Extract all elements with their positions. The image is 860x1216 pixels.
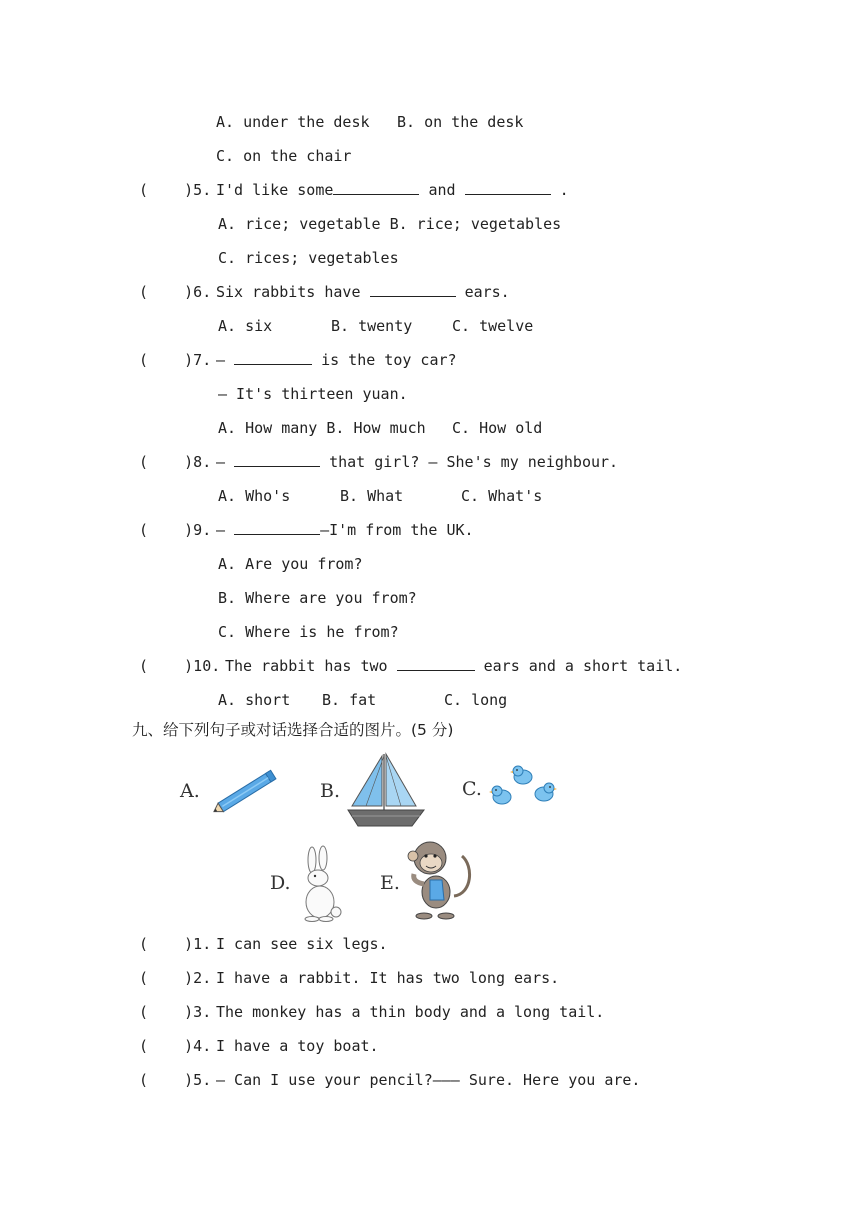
q5-blank-2[interactable] xyxy=(465,180,551,195)
s9-item-1-text: I can see six legs. xyxy=(216,935,388,953)
picture-d-label: D. xyxy=(270,872,291,894)
q7-blank[interactable] xyxy=(234,350,312,365)
q10-blank[interactable] xyxy=(397,656,475,671)
section-9-title: 九、给下列句子或对话选择合适的图片。(5 分) xyxy=(132,721,454,739)
q7-option-c: C. How old xyxy=(452,419,543,437)
q8-option-c: C. What's xyxy=(461,487,543,505)
q10-option-a: A. short xyxy=(218,691,291,709)
sailboat-icon[interactable] xyxy=(346,750,426,830)
q8-stem-a: — xyxy=(216,453,226,471)
q9-stem xyxy=(216,520,474,540)
q5-stem-b: and xyxy=(428,181,456,199)
q4-option-c: C. on the chair xyxy=(216,147,352,165)
s9-item-4-text: I have a toy boat. xyxy=(216,1037,379,1055)
q6-blank[interactable] xyxy=(370,282,456,297)
q5-stem xyxy=(216,180,569,200)
q7-option-ab: A. How many B. How much xyxy=(218,419,426,437)
s9-item-3-paren[interactable]: ( )3. xyxy=(139,1003,212,1021)
q5-blank-1[interactable] xyxy=(333,180,419,195)
q9-option-b: B. Where are you from? xyxy=(218,589,417,607)
s9-item-2-paren[interactable]: ( )2. xyxy=(139,969,212,987)
q5-stem-a: I'd like some xyxy=(216,181,334,199)
q7-answer-paren[interactable]: ( )7. xyxy=(139,351,212,369)
chick-1 xyxy=(510,766,532,784)
q5-option-ab: A. rice; vegetable B. rice; vegetables xyxy=(218,215,562,233)
q8-blank[interactable] xyxy=(234,452,320,467)
q10-option-c: C. long xyxy=(444,691,508,709)
q6-option-a: A. six xyxy=(218,317,273,335)
q8-stem-b: that girl? — She's my neighbour. xyxy=(329,453,619,471)
q4-option-a: A. under the desk xyxy=(216,113,370,131)
q5-stem-c: . xyxy=(559,181,569,199)
picture-c-label: C. xyxy=(462,778,482,800)
q10-option-b: B. fat xyxy=(322,691,377,709)
q10-stem xyxy=(225,656,682,676)
s9-item-5-paren[interactable]: ( )5. xyxy=(139,1071,212,1089)
s9-item-1-paren[interactable]: ( )1. xyxy=(139,935,212,953)
q8-stem xyxy=(216,452,618,472)
q6-stem-b: ears. xyxy=(464,283,510,301)
s9-item-3-text: The monkey has a thin body and a long tail. xyxy=(216,1003,605,1021)
s9-item-2-text: I have a rabbit. It has two long ears. xyxy=(216,969,560,987)
s9-item-4-paren[interactable]: ( )4. xyxy=(139,1037,212,1055)
q7-stem-b: is the toy car? xyxy=(321,351,457,369)
q8-answer-paren[interactable]: ( )8. xyxy=(139,453,212,471)
q8-option-b: B. What xyxy=(340,487,404,505)
q5-answer-paren[interactable]: ( )5. xyxy=(139,181,212,199)
picture-e-label: E. xyxy=(380,872,400,894)
picture-b-label: B. xyxy=(320,780,341,802)
q6-option-b: B. twenty xyxy=(331,317,413,335)
q7-reply: — It's thirteen yuan. xyxy=(218,385,408,403)
q10-stem-b: ears and a short tail. xyxy=(483,657,683,675)
q6-stem-a: Six rabbits have xyxy=(216,283,361,301)
q9-answer-paren[interactable]: ( )9. xyxy=(139,521,212,539)
q4-option-b: B. on the desk xyxy=(397,113,524,131)
picture-a-label: A. xyxy=(180,780,200,802)
chicks-icon[interactable] xyxy=(488,762,560,812)
pencil-icon[interactable] xyxy=(208,766,286,816)
q10-stem-a: The rabbit has two xyxy=(225,657,388,675)
q9-stem-a: — xyxy=(216,521,226,539)
q5-option-c: C. rices; vegetables xyxy=(218,249,399,267)
q8-option-a: A. Who's xyxy=(218,487,291,505)
q10-answer-paren[interactable]: ( )10. xyxy=(139,657,221,675)
monkey-icon[interactable] xyxy=(404,836,476,922)
q9-option-a: A. Are you from? xyxy=(218,555,363,573)
q6-option-c: C. twelve xyxy=(452,317,534,335)
s9-item-5-text: — Can I use your pencil?——— Sure. Here you are. xyxy=(216,1071,641,1089)
q9-option-c: C. Where is he from? xyxy=(218,623,399,641)
q9-blank[interactable] xyxy=(234,520,320,535)
q7-stem xyxy=(216,350,457,370)
q6-stem xyxy=(216,282,510,302)
q6-answer-paren[interactable]: ( )6. xyxy=(139,283,212,301)
q7-stem-a: — xyxy=(216,351,226,369)
q9-stem-b: —I'm from the UK. xyxy=(320,521,474,539)
rabbit-icon[interactable] xyxy=(296,846,346,922)
